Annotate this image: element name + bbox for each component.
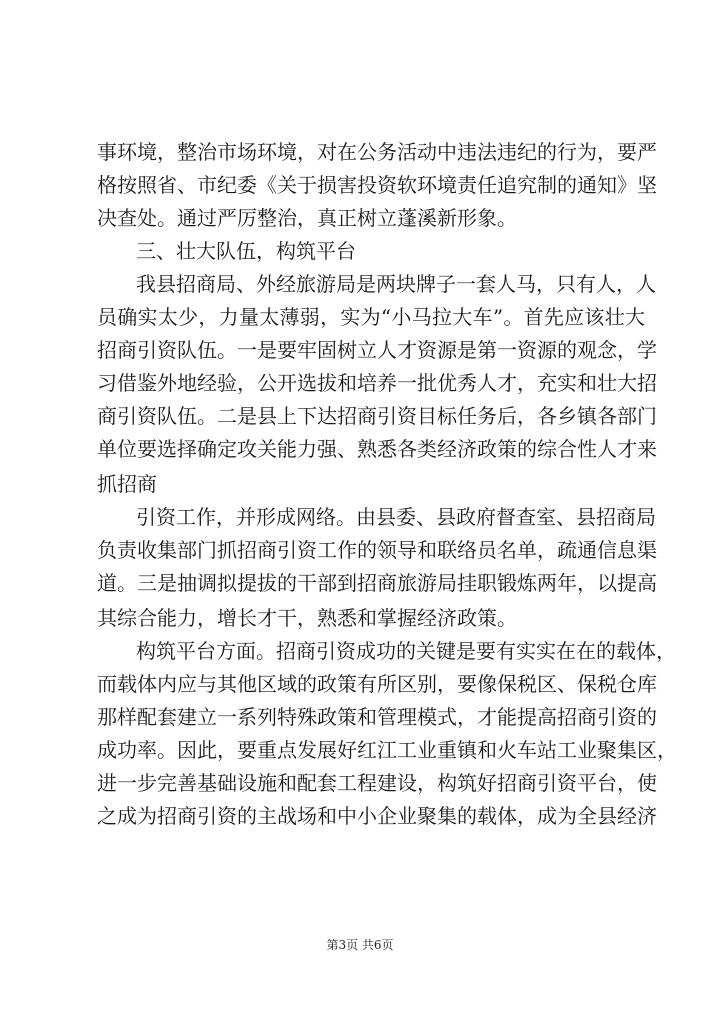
text-line: 格按照省、市纪委《关于损害投资软环境责任追究制的通知》坚 xyxy=(97,173,657,197)
text-line: 我县招商局、外经旅游局是两块牌子一套人马，只有人，人 xyxy=(136,272,656,296)
text-line: 其综合能力，增长才干，熟悉和掌握经济政策。 xyxy=(97,606,517,630)
text-line: 抓招商 xyxy=(97,472,157,496)
text-line: 决查处。通过严厉整治，真正树立蓬溪新形象。 xyxy=(97,206,517,230)
text-line: 道。三是抽调拟提拔的干部到招商旅游局挂职锻炼两年，以提高 xyxy=(97,571,657,595)
text-line: 而载体内应与其他区域的政策有所区别，要像保税区、保税仓库 xyxy=(97,672,657,696)
text-line: 之成为招商引资的主战场和中小企业聚集的载体，成为全县经济 xyxy=(97,804,657,828)
text-line: 事环境，整治市场环境，对在公务活动中违法违纪的行为，要严 xyxy=(97,140,657,164)
text-line: 进一步完善基础设施和配套工程建设，构筑好招商引资平台，使 xyxy=(97,771,657,795)
page-footer: 第3页 共6页 xyxy=(326,938,394,952)
text-line: 那样配套建立一系列特殊政策和管理模式，才能提高招商引资的 xyxy=(97,705,657,729)
text-line: 员确实太少，力量太薄弱，实为“小马拉大车”。首先应该壮大 xyxy=(97,305,645,329)
text-line: 招商引资队伍。一是要牢固树立人才资源是第一资源的观念，学 xyxy=(97,338,657,362)
text-line: 商引资队伍。二是县上下达招商引资目标任务后，各乡镇各部门 xyxy=(97,404,657,428)
text-line: 单位要选择确定攻关能力强、熟悉各类经济政策的综合性人才来 xyxy=(97,437,657,461)
text-line: 成功率。因此，要重点发展好红江工业重镇和火车站工业聚集区， xyxy=(97,738,677,762)
section-heading: 三、壮大队伍，构筑平台 xyxy=(136,239,356,263)
text-line: 负责收集部门抓招商引资工作的领导和联络员名单，疏通信息渠 xyxy=(97,538,657,562)
text-line: 构筑平台方面。招商引资成功的关键是要有实实在在的载体， xyxy=(136,639,676,663)
text-line: 引资工作，并形成网络。由县委、县政府督查室、县招商局 xyxy=(136,505,656,529)
text-line: 习借鉴外地经验，公开选拔和培养一批优秀人才，充实和壮大招 xyxy=(97,371,657,395)
